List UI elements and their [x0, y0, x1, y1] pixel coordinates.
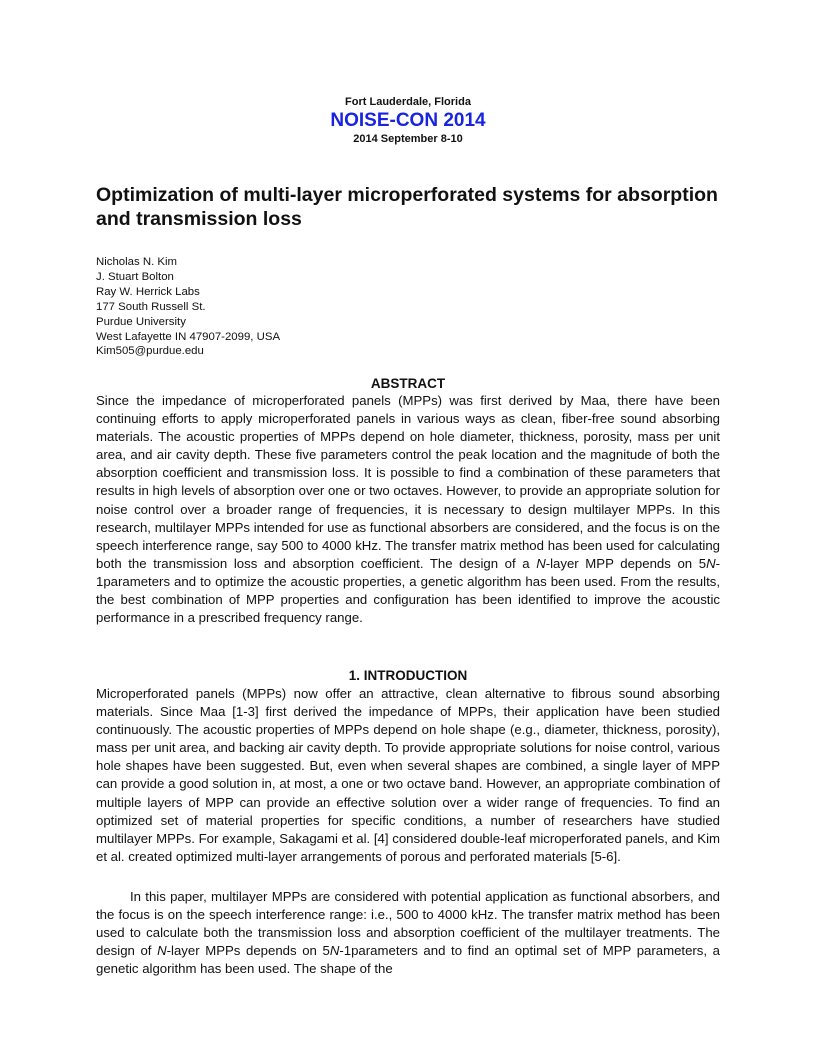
author-block: [96, 255, 280, 359]
abstract-text: Since the impedance of microperforated panels (MPPs) was first derived by Maa, there have been continuing efforts to apply microperforated panels in various ways as clean, fiber-free sound absorbing materials. The acoustic properties of MPPs depend on hole diameter, thickness, porosity, mass per unit area, and air cavity depth. These five parameters control the peak location and the magnitude of both the absorption coefficient and transmission loss. It is possible to find a combination of these parameters that results in high levels of absorption over one or two octaves. However, to provide an appropriate solution for noise control over a broader range of frequencies, it is necessary to design multilayer MPPs. In this research, multilayer MPPs intended for use as functional absorbers are considered, and the focus is on the speech interference range, say 500 to 4000 kHz. The transfer matrix method has been used for calculating both the transmission loss and absorption coefficient. The design of a N-layer MPP depends on 5N-1parameters and to optimize the acoustic properties, a genetic algorithm has been used. From the results, the best combination of MPP properties and configuration has been identified to improve the acoustic performance in a prescribed frequency range.: [96, 393, 720, 626]
conference-name: NOISE-CON 2014: [330, 110, 486, 131]
author-line: J. Stuart Bolton: [96, 270, 174, 283]
conference-dates: 2014 September 8-10: [353, 133, 463, 145]
conference-header: [0, 96, 816, 146]
author-line: Nicholas N. Kim: [96, 256, 178, 268]
author-city: West Lafayette IN 47907-2099, USA: [96, 330, 281, 343]
author-university: Purdue University: [96, 315, 186, 328]
paper-title: Optimization of multi-layer microperforated systems for absorption and transmission loss: [96, 184, 718, 230]
conference-location: Fort Lauderdale, Florida: [345, 96, 471, 108]
abstract-heading: ABSTRACT: [370, 376, 446, 391]
author-affiliation: Ray W. Herrick Labs: [96, 285, 200, 298]
introduction-paragraph-1: Microperforated panels (MPPs) now offer an attractive, clean alternative to fibrous sound absorbing materials. Since Maa [1-3] first derived the impedance of MPPs, their application have been studied continuously. The acoustic properties of MPPs depend on hole shape (e.g., diameter, thickness, porosity), mass per unit area, and backing air cavity depth. To provide appropriate solutions for noise control, various hole shapes have been suggested. But, even when several shapes are combined, a single layer of MPP can provide a good solution in, at most, a one or two octave band. However, an appropriate combination of multiple layers of MPP can provide an effective solution over a wider range of frequencies. To find an optimized set of material properties for specific conditions, a number of researchers have studied multilayer MPPs. For example, Sakagami et al. [4] considered double-leaf microperforated panels, and Kim et al. created optimized multi-layer arrangements of porous and perforated materials [5-6].: [96, 686, 720, 864]
introduction-heading: 1. INTRODUCTION: [348, 668, 468, 683]
author-email: Kim505@purdue.edu: [96, 345, 204, 358]
author-address: 177 South Russell St.: [96, 300, 206, 313]
introduction-paragraph-2: In this paper, multilayer MPPs are considered with potential application as functional absorbers, and the focus is on the speech interference range: i.e., 500 to 4000 kHz. The transfer matrix method has been used to calculate both the transmission loss and absorption coefficient of the multilayer treatments. The design of N-layer MPPs depends on 5N-1parameters and to find an optimal set of MPP parameters, a genetic algorithm has been used. The shape of the: [96, 889, 721, 977]
